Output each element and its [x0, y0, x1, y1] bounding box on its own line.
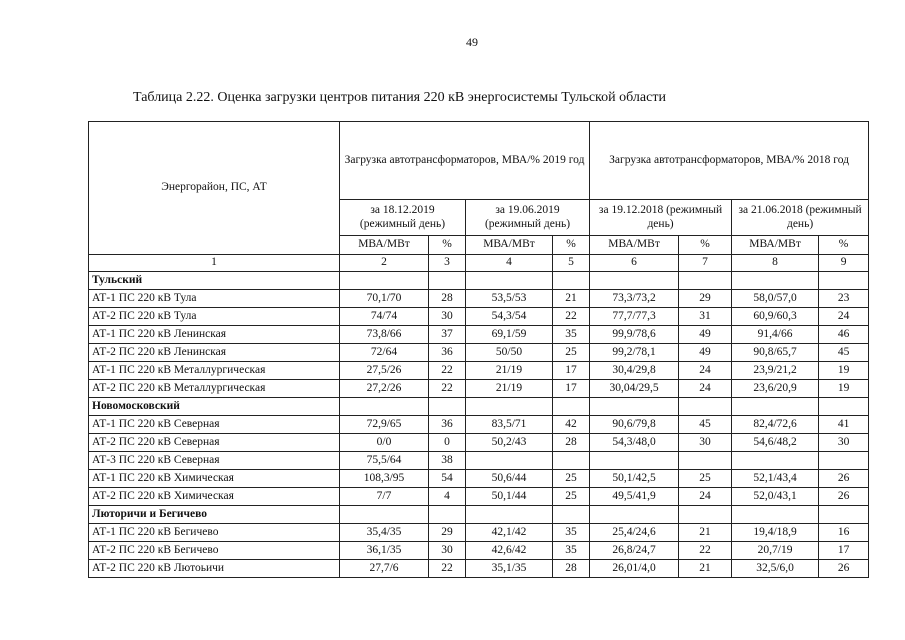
load-percent-cell: 26	[819, 488, 869, 506]
load-percent-cell: 21	[553, 290, 590, 308]
header-unit: %	[679, 236, 732, 255]
load-percent-cell: 35	[553, 524, 590, 542]
load-percent-cell: 25	[553, 470, 590, 488]
column-number: 2	[340, 255, 429, 272]
load-percent-cell: 24	[679, 362, 732, 380]
empty-cell	[553, 272, 590, 290]
transformer-name: АТ-2 ПС 220 кВ Тула	[89, 308, 340, 326]
transformer-name: АТ-2 ПС 220 кВ Северная	[89, 434, 340, 452]
load-value-cell: 42,1/42	[466, 524, 553, 542]
load-value-cell: 21/19	[466, 380, 553, 398]
load-value-cell: 91,4/66	[732, 326, 819, 344]
load-value-cell: 36,1/35	[340, 542, 429, 560]
load-value-cell: 50/50	[466, 344, 553, 362]
load-percent-cell	[553, 452, 590, 470]
load-value-cell: 74/74	[340, 308, 429, 326]
load-percent-cell: 24	[679, 380, 732, 398]
load-value-cell: 26,01/4,0	[590, 560, 679, 578]
load-percent-cell: 36	[429, 344, 466, 362]
load-percent-cell: 24	[819, 308, 869, 326]
load-table	[88, 121, 869, 578]
transformer-name: АТ-1 ПС 220 кВ Тула	[89, 290, 340, 308]
load-value-cell: 53,5/53	[466, 290, 553, 308]
load-value-cell: 58,0/57,0	[732, 290, 819, 308]
load-percent-cell: 42	[553, 416, 590, 434]
load-value-cell: 83,5/71	[466, 416, 553, 434]
load-value-cell: 25,4/24,6	[590, 524, 679, 542]
region-name: Новомосковский	[89, 398, 340, 416]
load-percent-cell	[819, 452, 869, 470]
load-value-cell: 50,1/44	[466, 488, 553, 506]
load-value-cell: 54,6/48,2	[732, 434, 819, 452]
transformer-name: АТ-2 ПС 220 кВ Ленинская	[89, 344, 340, 362]
load-percent-cell: 25	[553, 488, 590, 506]
load-percent-cell: 30	[679, 434, 732, 452]
empty-cell	[819, 506, 869, 524]
load-percent-cell: 22	[429, 560, 466, 578]
table-row	[89, 308, 869, 326]
load-percent-cell: 37	[429, 326, 466, 344]
load-percent-cell: 35	[553, 542, 590, 560]
load-percent-cell: 35	[553, 326, 590, 344]
empty-cell	[340, 506, 429, 524]
empty-cell	[340, 398, 429, 416]
empty-cell	[466, 272, 553, 290]
empty-cell	[340, 272, 429, 290]
load-value-cell: 21/19	[466, 362, 553, 380]
load-value-cell: 32,5/6,0	[732, 560, 819, 578]
empty-cell	[429, 272, 466, 290]
load-percent-cell: 38	[429, 452, 466, 470]
load-percent-cell: 17	[553, 380, 590, 398]
column-number: 7	[679, 255, 732, 272]
load-value-cell: 42,6/42	[466, 542, 553, 560]
load-percent-cell: 19	[819, 380, 869, 398]
header-unit: %	[819, 236, 869, 255]
load-percent-cell: 19	[819, 362, 869, 380]
load-percent-cell: 23	[819, 290, 869, 308]
load-percent-cell: 21	[679, 560, 732, 578]
column-number: 4	[466, 255, 553, 272]
table-row	[89, 524, 869, 542]
table-title: Таблица 2.22. Оценка загрузки центров питания 220 кВ энергосистемы Тульской области	[133, 90, 666, 105]
empty-cell	[590, 506, 679, 524]
table-row	[89, 452, 869, 470]
load-value-cell: 54,3/48,0	[590, 434, 679, 452]
table-row	[89, 416, 869, 434]
load-percent-cell: 46	[819, 326, 869, 344]
table-row	[89, 488, 869, 506]
column-number: 9	[819, 255, 869, 272]
table-row	[89, 542, 869, 560]
header-date: за 19.06.2019 (режимный день)	[466, 200, 590, 236]
load-value-cell: 26,8/24,7	[590, 542, 679, 560]
load-value-cell	[732, 452, 819, 470]
region-row	[89, 272, 869, 290]
load-percent-cell: 45	[679, 416, 732, 434]
load-value-cell: 54,3/54	[466, 308, 553, 326]
empty-cell	[679, 272, 732, 290]
load-percent-cell: 24	[679, 488, 732, 506]
load-percent-cell: 22	[679, 542, 732, 560]
load-value-cell: 35,4/35	[340, 524, 429, 542]
table-row	[89, 326, 869, 344]
empty-cell	[732, 272, 819, 290]
load-value-cell: 108,3/95	[340, 470, 429, 488]
region-name: Люторичи и Бегичево	[89, 506, 340, 524]
empty-cell	[429, 398, 466, 416]
load-percent-cell: 36	[429, 416, 466, 434]
load-value-cell: 35,1/35	[466, 560, 553, 578]
column-number: 6	[590, 255, 679, 272]
load-value-cell: 27,2/26	[340, 380, 429, 398]
load-percent-cell	[679, 452, 732, 470]
empty-cell	[819, 272, 869, 290]
empty-cell	[590, 398, 679, 416]
load-percent-cell: 26	[819, 560, 869, 578]
load-percent-cell: 25	[679, 470, 732, 488]
load-percent-cell: 22	[429, 380, 466, 398]
empty-cell	[732, 398, 819, 416]
column-number: 5	[553, 255, 590, 272]
load-value-cell: 50,1/42,5	[590, 470, 679, 488]
load-percent-cell: 31	[679, 308, 732, 326]
load-value-cell: 90,8/65,7	[732, 344, 819, 362]
table-row	[89, 560, 869, 578]
load-value-cell: 90,6/79,8	[590, 416, 679, 434]
header-unit: МВА/МВт	[732, 236, 819, 255]
load-percent-cell: 16	[819, 524, 869, 542]
load-value-cell: 72/64	[340, 344, 429, 362]
load-value-cell: 75,5/64	[340, 452, 429, 470]
page-number: 49	[466, 35, 478, 49]
load-value-cell: 70,1/70	[340, 290, 429, 308]
header-region: Энергорайон, ПС, АТ	[89, 122, 340, 255]
empty-cell	[466, 398, 553, 416]
empty-cell	[679, 398, 732, 416]
transformer-name: АТ-3 ПС 220 кВ Северная	[89, 452, 340, 470]
column-number: 1	[89, 255, 340, 272]
load-value-cell: 49,5/41,9	[590, 488, 679, 506]
header-unit: МВА/МВт	[590, 236, 679, 255]
load-percent-cell: 30	[819, 434, 869, 452]
column-number-row	[89, 255, 869, 272]
load-value-cell: 20,7/19	[732, 542, 819, 560]
load-value-cell: 52,1/43,4	[732, 470, 819, 488]
load-value-cell: 0/0	[340, 434, 429, 452]
region-name: Тульский	[89, 272, 340, 290]
load-percent-cell: 17	[819, 542, 869, 560]
table-row	[89, 380, 869, 398]
region-row	[89, 506, 869, 524]
load-percent-cell: 28	[429, 290, 466, 308]
load-value-cell: 30,04/29,5	[590, 380, 679, 398]
header-date: за 19.12.2018 (режимный день)	[590, 200, 732, 236]
load-percent-cell: 49	[679, 344, 732, 362]
transformer-name: АТ-1 ПС 220 кВ Ленинская	[89, 326, 340, 344]
load-value-cell: 30,4/29,8	[590, 362, 679, 380]
transformer-name: АТ-2 ПС 220 кВ Лютоьичи	[89, 560, 340, 578]
load-value-cell: 73,3/73,2	[590, 290, 679, 308]
empty-cell	[819, 398, 869, 416]
load-percent-cell: 28	[553, 434, 590, 452]
load-value-cell: 72,9/65	[340, 416, 429, 434]
header-group-2018: Загрузка автотрансформаторов, МВА/% 2018 год	[590, 122, 869, 200]
load-percent-cell: 4	[429, 488, 466, 506]
load-value-cell	[590, 452, 679, 470]
load-value-cell: 82,4/72,6	[732, 416, 819, 434]
load-percent-cell: 21	[679, 524, 732, 542]
region-row	[89, 398, 869, 416]
table-row	[89, 344, 869, 362]
load-percent-cell: 22	[553, 308, 590, 326]
header-group-2019: Загрузка автотрансформаторов, МВА/% 2019 год	[340, 122, 590, 200]
transformer-name: АТ-2 ПС 220 кВ Бегичево	[89, 542, 340, 560]
load-value-cell: 52,0/43,1	[732, 488, 819, 506]
header-unit: МВА/МВт	[340, 236, 429, 255]
header-unit: МВА/МВт	[466, 236, 553, 255]
load-percent-cell: 0	[429, 434, 466, 452]
load-value-cell: 99,9/78,6	[590, 326, 679, 344]
load-percent-cell: 22	[429, 362, 466, 380]
load-value-cell: 60,9/60,3	[732, 308, 819, 326]
load-percent-cell: 30	[429, 308, 466, 326]
transformer-name: АТ-2 ПС 220 кВ Металлургическая	[89, 380, 340, 398]
load-value-cell: 50,2/43	[466, 434, 553, 452]
load-percent-cell: 26	[819, 470, 869, 488]
empty-cell	[429, 506, 466, 524]
load-value-cell: 73,8/66	[340, 326, 429, 344]
load-percent-cell: 25	[553, 344, 590, 362]
load-percent-cell: 54	[429, 470, 466, 488]
load-percent-cell: 29	[429, 524, 466, 542]
empty-cell	[553, 506, 590, 524]
load-percent-cell: 49	[679, 326, 732, 344]
header-date: за 18.12.2019 (режимный день)	[340, 200, 466, 236]
empty-cell	[466, 506, 553, 524]
load-value-cell: 69,1/59	[466, 326, 553, 344]
table-row	[89, 434, 869, 452]
load-percent-cell: 17	[553, 362, 590, 380]
load-value-cell: 19,4/18,9	[732, 524, 819, 542]
header-unit: %	[553, 236, 590, 255]
load-value-cell: 23,6/20,9	[732, 380, 819, 398]
load-value-cell: 77,7/77,3	[590, 308, 679, 326]
column-number: 8	[732, 255, 819, 272]
empty-cell	[679, 506, 732, 524]
load-percent-cell: 29	[679, 290, 732, 308]
empty-cell	[553, 398, 590, 416]
load-percent-cell: 45	[819, 344, 869, 362]
load-percent-cell: 28	[553, 560, 590, 578]
transformer-name: АТ-1 ПС 220 кВ Северная	[89, 416, 340, 434]
transformer-name: АТ-1 ПС 220 кВ Бегичево	[89, 524, 340, 542]
empty-cell	[732, 506, 819, 524]
table-row	[89, 362, 869, 380]
table-row	[89, 470, 869, 488]
table-row	[89, 290, 869, 308]
load-value-cell: 99,2/78,1	[590, 344, 679, 362]
load-value-cell: 50,6/44	[466, 470, 553, 488]
load-value-cell	[466, 452, 553, 470]
load-value-cell: 27,7/6	[340, 560, 429, 578]
transformer-name: АТ-2 ПС 220 кВ Химическая	[89, 488, 340, 506]
header-unit: %	[429, 236, 466, 255]
empty-cell	[590, 272, 679, 290]
header-date: за 21.06.2018 (режимный день)	[732, 200, 869, 236]
column-number: 3	[429, 255, 466, 272]
load-value-cell: 7/7	[340, 488, 429, 506]
transformer-name: АТ-1 ПС 220 кВ Химическая	[89, 470, 340, 488]
load-percent-cell: 41	[819, 416, 869, 434]
transformer-name: АТ-1 ПС 220 кВ Металлургическая	[89, 362, 340, 380]
load-percent-cell: 30	[429, 542, 466, 560]
load-value-cell: 23,9/21,2	[732, 362, 819, 380]
load-value-cell: 27,5/26	[340, 362, 429, 380]
